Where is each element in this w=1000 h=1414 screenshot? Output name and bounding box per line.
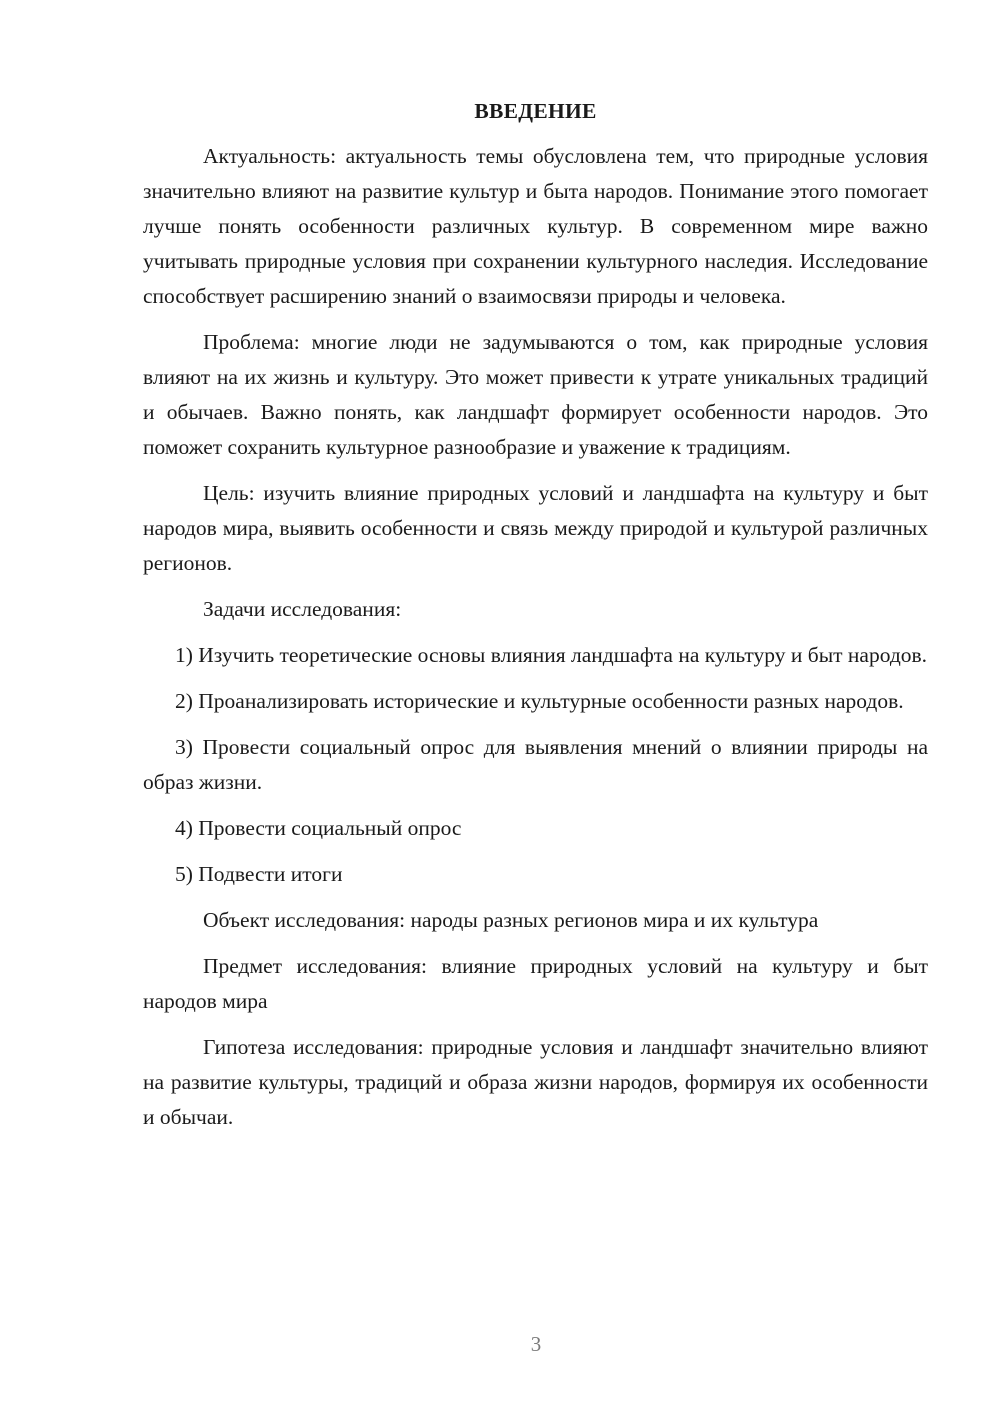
paragraph-hypothesis: Гипотеза исследования: природные условия и ландшафт значительно влияют на развитие культуры, традиций и образа жизни народов, формируя их особенности и обычаи. [143, 1035, 928, 1129]
list-item: 3) Провести социальный опрос для выявления мнений о влиянии природы на образ жизни. [143, 735, 928, 794]
paragraph-goal: Цель: изучить влияние природных условий и ландшафта на культуру и быт народов мира, выявить особенности и связь между природой и культурой различных регионов. [143, 481, 928, 575]
list-item: 1) Изучить теоретические основы влияния ландшафта на культуру и быт народов. [175, 643, 928, 667]
paragraph-problem: Проблема: многие люди не задумываются о том, как природные условия влияют на их жизнь и культуру. Это может привести к утрате уникальных традиций и обычаев. Важно понять, как ландшафт формирует особенности народов. Это поможет сохранить культурное разнообразие и уважение к традициям. [143, 330, 928, 459]
tasks-list [143, 638, 928, 892]
list-item: 5) Подвести итоги [175, 862, 343, 886]
page-number: 3 [530, 1332, 542, 1356]
page-title: ВВЕДЕНИЕ [474, 99, 597, 123]
paragraph-object: Объект исследования: народы разных регионов мира и их культура [203, 908, 819, 932]
paragraph-subject: Предмет исследования: влияние природных условий на культуру и быт народов мира [143, 954, 928, 1013]
paragraph-relevance: Актуальность: актуальность темы обусловлена тем, что природные условия значительно влияют на развитие культур и быта народов. Понимание этого помогает лучше понять особенности различных культур. В современном мире важно учитывать природные условия при сохранении культурного наследия. Исследование способствует расширению знаний о взаимосвязи природы и человека. [143, 144, 928, 308]
list-item: 2) Проанализировать исторические и культурные особенности разных народов. [175, 689, 904, 713]
tasks-title: Задачи исследования: [203, 597, 402, 621]
list-item: 4) Провести социальный опрос [175, 816, 462, 840]
document-page [143, 94, 928, 1146]
